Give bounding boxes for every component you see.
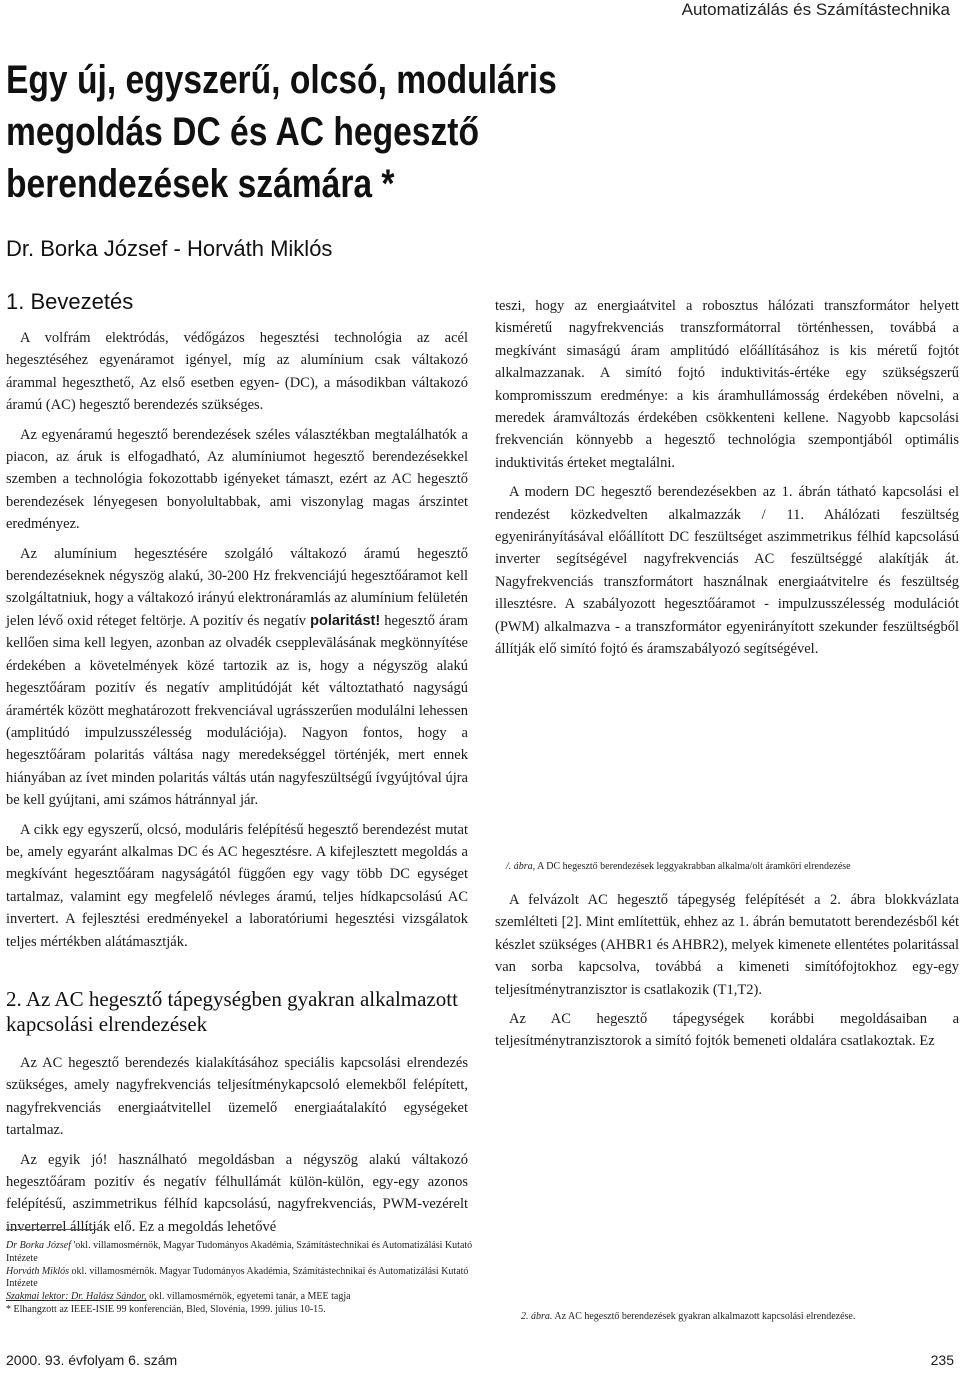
footnote-name: Dr Borka József xyxy=(6,1240,71,1251)
paragraph: A felvázolt AC hegesztő tápegység felépítését a 2. ábra blokkvázlata szemlélteti [2]. Mint említettük, ehhez az 1. ábrán bemutatott berendezésből két készlet szükséges (AHBR1 és AHBR2), melyek kimenete ellentétes polaritással van sorba kapcsolva, továbbá a kimeneti simítófojtokhoz egy-egy teljesítménytranzisztor is csatlakozik (T1,T2). xyxy=(495,892,959,998)
figure-2-caption xyxy=(521,1311,855,1322)
authors: Dr. Borka József - Horváth Miklós xyxy=(6,236,333,261)
paragraph: Az egyik jó! használható megoldásban a négyszög alakú váltakozó hegesztőáram pozitív és negatív félhullámát külön-külön, egy-egy azonos felépítésű, aszimmetrikus félhíd kapcsolású, nagyfrekvenciás, PWM-vezérelt inverterrel állítják elő. Ez a megoldás lehetővé xyxy=(6,1151,468,1235)
right-column-lower xyxy=(495,889,959,1053)
paragraph-text: hegesztő áram kellően sima kell legyen, azonban az olvadék csepplevālásának megkönnyítése érdekében a követelmények közé tartozik az is, hogy a négyszög alakú hegesztőáram pozitív és negatív amplitúdóját két változtatható nagyságú áramérték között meghatározott frekvenciával ugrásszerűen modulálni lehessen (amplitúdó impulzusszélesség modulációja). Nagyon fontos, hogy a hegesztőáram polaritás váltása nagy meredekséggel történjék, mert ennek hiányában az ívet minden polaritás váltás után nagyfeszültségű ívgyújtóval újra be kell gyújtani, ami számos hátránnyal jár. xyxy=(6,612,468,809)
figure-1 xyxy=(495,580,959,850)
footnote-name: Szakmai lektor: Dr. Halász Sándor, xyxy=(6,1291,147,1303)
paragraph: A cikk egy egyszerű, olcsó, moduláris felépítésű hegesztő berendezést mutat be, amely egyaránt alkalmas DC és AC hegesztésre. A kifejlesztett megoldás a megkívánt hegesztőáram nagyságától függően egy vagy több DC egységet tartalmaz, valamint egy megfelelő névleges áramú, teljes hídkapcsolású AC invertert. A fejlesztési eredményekel a laboratóriumi hegesztési vizsgálatok teljes mértékben alátámasztják. xyxy=(6,821,468,950)
paragraph: Az AC hegesztő berendezés kialakításához speciális kapcsolási elrendezés szükséges, amely nagyfrekvenciás teljesítménykapcsoló elemekből felépített, nagyfrekvenciás energiaátvitellel üzemelő energiaátalakító egységeket tartalmaz. xyxy=(6,1055,468,1139)
left-column-section2 xyxy=(6,1052,468,1238)
figure-2 xyxy=(495,1080,959,1300)
footnote-name: Horváth Miklós xyxy=(6,1265,70,1277)
figure-1-caption xyxy=(506,861,851,872)
paragraph: A volfrám elektródás, védőgázos hegesztési technológia az acél hegesztéséhez egyenáramot igényel, míg az alumínium csak váltakozó árammal hegeszthető, Az első esetben egyen- (DC), a másodikban váltakozó áramú (AC) hegesztő berendezés szükséges. xyxy=(6,330,468,414)
bold-word: polaritást! xyxy=(310,612,381,629)
title-line: megoldás DC és AC hegesztő xyxy=(6,110,479,154)
left-column xyxy=(6,327,468,953)
title-line: berendezések számára * xyxy=(6,162,395,206)
running-head: Automatizálás és Számítástechnika xyxy=(681,0,950,19)
footnote xyxy=(6,1240,476,1266)
section-heading-2: 2. Az AC hegesztő tápegységben gyakran alkalmazott kapcsolási elrendezések xyxy=(6,987,458,1036)
section-heading-1: 1. Bevezetés xyxy=(6,289,134,314)
footnotes xyxy=(6,1240,476,1317)
paragraph xyxy=(6,543,468,812)
footer-issue: 2000. 93. évfolyam 6. szám xyxy=(6,1352,178,1368)
paragraph-text: Az alumínium hegesztésére szolgáló váltakozó áramú hegesztő berendezéseknek négyszög alakú, 30-200 Hz frekvenciájú hegesztőáramot kell szolgáltatniuk, hogy a váltakozó irányú elektronáramlás az alumínium felületén jelen lévő oxid réteget feltörje. A pozitív és negatív xyxy=(6,545,468,629)
footnote-rule xyxy=(6,1229,98,1230)
paragraph: A modern DC hegesztő berendezésekben az 1. ábrán tátható kapcsolási el rendezést közkedvelten alkalmazzák / 11. Ahálózati feszültség egyenirányításával előállított DC feszültséget aszimmetrikus félhíd kapcsolású inverter segítségével nagyfrekvenciás AC feszültséggé alakítják át. Nagyfrekvenciás transzformátort használnak energiaátvitelre és feszültség illesztésre. A szabályozott hegesztőáramot - impulzusszélesség modulációt (PWM) alkalmazva - a transzformátor egyenirányított szekunder feszültségből állítják elő simító fojtó és áramszabályozó segítségével. xyxy=(495,484,959,658)
paragraph: Az AC hegesztő tápegységek korábbi megoldásaiban a teljesítménytranzisztorok a simító fojtók bemeneti oldalára csatlakoztak. Ez xyxy=(495,1011,959,1050)
figure-2-text: Az AC hegesztő berendezések gyakran alkalmazott kapcsolási elrendezése. xyxy=(554,1311,856,1322)
footnote-text: okl. villamosmérnök, egyetemi tanár, a MEE tagja xyxy=(149,1291,351,1303)
footnote-text: 'okl. villamosmérnök, Magyar Tudományos Akadémia, Számítástechnikai és Automatizálási Kutató Intézete xyxy=(6,1240,473,1264)
footnote-text: * Elhangzott az IEEE-ISIE 99 konferencián, Bled, Slovénia, 1999. július 10-15. xyxy=(6,1303,326,1315)
figure-1-label: /. ábra, xyxy=(506,861,536,872)
footnote xyxy=(6,1266,476,1292)
footnote-text: okl. villamosmérnök. Magyar Tudományos Akadémia, Számítástechnikai és Automatizálási Kutató Intézete xyxy=(6,1265,469,1290)
footnote xyxy=(6,1304,476,1317)
figure-1-text: A DC hegesztő berendezések leggyakrabban alkalma/olt áramköri elrendezése xyxy=(537,861,851,872)
figure-2-label: 2. ábra. xyxy=(521,1311,553,1322)
footnote xyxy=(6,1291,476,1304)
title-line: Egy új, egyszerű, olcsó, moduláris xyxy=(6,58,557,102)
article-title xyxy=(6,54,557,210)
paragraph: Az egyenáramú hegesztő berendezések széles választékban megtalálhatók a piacon, az áruk is elfogadható, Az alumíniumot hegesztő berendezésekkel szemben a technológia fokozottabb igényeket támaszt, ezért az AC hegesztő berendezések lényegesen bonyolultabbak, ami viszonylag magas árszintet eredményez. xyxy=(6,426,468,533)
paragraph: teszi, hogy az energiaátvitel a robosztus hálózati transzformátor helyett kisméretű nagyfrekvenciás transzformátorral történhessen, továbbá a megkívánt simaságú áram amplitúdó előállításához is kis méretű fojtót alkalmazzanak. A simító fojtó induktivitás-értéke egy szükségszerű kompromisszum eredménye: a kis áramhullámosság érdekében növelni, a meredek áramváltozás érdekében csökkenteni kellene. Nagyobb kapcsolási frekvencián könnyebb a hegesztő technológia szempontjából optimális induktivitás érteket megtalálni. xyxy=(495,298,959,471)
page-number: 235 xyxy=(930,1352,954,1368)
